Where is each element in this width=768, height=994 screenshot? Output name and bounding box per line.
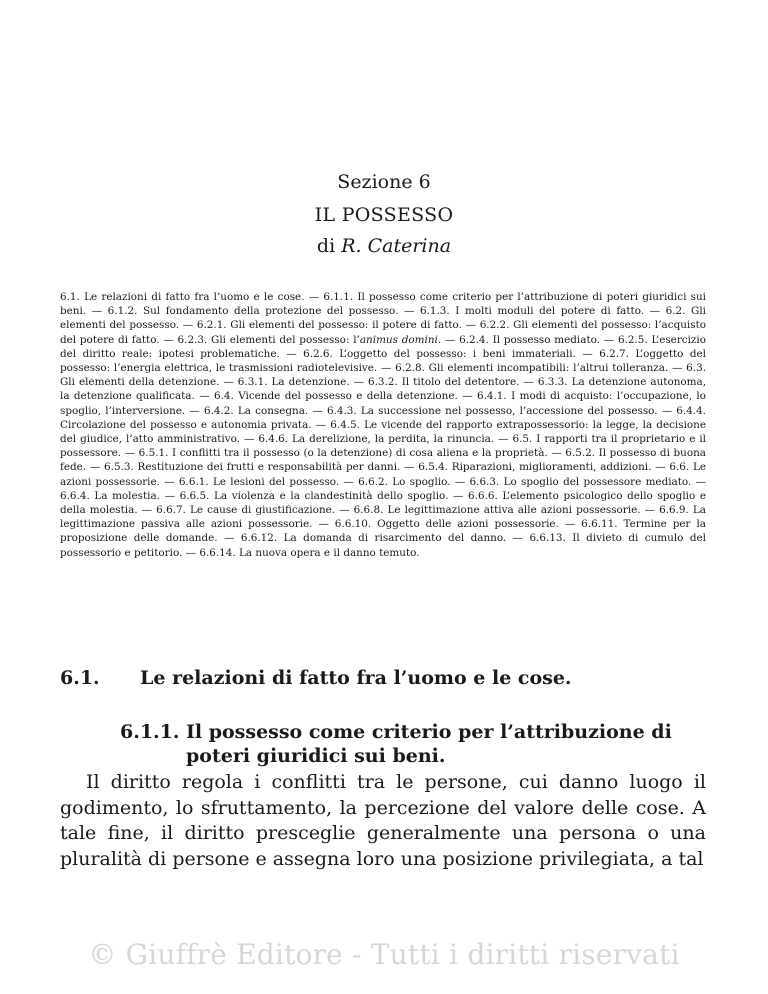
author-prefix: di xyxy=(316,235,336,257)
heading-1-number: 6.1. xyxy=(60,667,100,689)
heading-1-text: Le relazioni di fatto fra l’uomo e le cose. xyxy=(140,667,572,689)
section-author-line xyxy=(0,232,768,261)
heading-level-1 xyxy=(60,666,706,690)
heading-2-number: 6.1.1. xyxy=(120,721,180,743)
author-name: R. Caterina xyxy=(341,235,452,257)
body-paragraph: Il diritto regola i conflitti tra le persone, cui danno luogo il godimento, lo sfruttamento, la percezione del valore delle cose. A tale fine, il diritto presceglie generalmente una persona o una pluralità di persone e assegna loro una posizione privilegiata, a tal xyxy=(60,771,706,870)
summary-text-part-2: . — 6.2.4. Il possesso mediato. — 6.2.5. L’esercizio del diritto reale: ipotesi problematiche. — 6.2.6. L’oggetto del possesso: i beni immateriali. — 6.2.7. L’oggetto del possesso: l’energia elettrica, le trasmissioni radiotelevisive. — 6.2.8. Gli elementi incompatibili: l’altrui tolleranza. — 6.3. Gli elementi della detenzione. — 6.3.1. La detenzione. — 6.3.2. Il titolo del detentore. — 6.3.3. La detenzione autonoma, la detenzione qualificata. — 6.4. Vicende del possesso e della detenzione. — 6.4.1. I modi di acquisto: l’occupazione, lo spoglio, l’interversione. — 6.4.2. La consegna. — 6.4.3. La successione nel possesso, l’accessione del possesso. — 6.4.4. Circolazione del possesso e autonomia privata. — 6.4.5. Le vicende del rapporto extrapossessorio: la legge, la decisione del giudice, l’atto amministrativo. — 6.4.6. La derelizione, la perdita, la rinuncia. — 6.5. I rapporti tra il proprietario e il possessore. — 6.5.1. I conflitti tra il possesso (o la detenzione) di cosa aliena e la proprietà. — 6.5.2. Il possesso di buona fede. — 6.5.3. Restituzione dei frutti e responsabilità per danni. — 6.5.4. Riparazioni, miglioramenti, addizioni. — 6.6. Le azioni possessorie. — 6.6.1. Le lesioni del possesso. — 6.6.2. Lo spoglio. — 6.6.3. Lo spoglio del possessore mediato. — 6.6.4. La molestia. — 6.6.5. La violenza e la clandestinità dello spoglio. — 6.6.6. L’elemento psicologico dello spoglio e della molestia. — 6.6.7. Le cause di giustificazione. — 6.6.8. Le legittimazione attiva alle azioni possessorie. — 6.6.9. La legittimazione passiva alle azioni possessorie. — 6.6.10. Oggetto delle azioni possessorie. — 6.6.11. Termine per la proposizione delle domande. — 6.6.12. La domanda di risarcimento del danno. — 6.6.13. Il divieto di cumulo del possessorio e petitorio. — 6.6.14. La nuova opera e il danno temuto. xyxy=(60,333,706,559)
summary-text-part-1: 6.1. Le relazioni di fatto fra l’uomo e le cose. — 6.1.1. Il possesso come criterio per l’attribuzione di poteri giuridici sui beni. — 6.1.2. Sul fondamento della protezione del possesso. — 6.1.3. I molti moduli del potere di fatto. — 6.2. Gli elementi del possesso. — 6.2.1. Gli elementi del possesso: il potere di fatto. — 6.2.2. Gli elementi del possesso: l’acquisto del potere di fatto. — 6.2.3. Gli elementi del possesso: l’ xyxy=(60,291,706,346)
heading-level-2 xyxy=(120,720,720,768)
summary-italic-term: animus domini xyxy=(359,333,438,346)
section-summary xyxy=(60,290,706,560)
section-label: Sezione 6 xyxy=(337,171,431,193)
section-title: IL POSSESSO xyxy=(314,204,454,226)
copyright-watermark: © Giuffrè Editore - Tutti i diritti riservati xyxy=(88,938,680,971)
heading-2-text: Il possesso come criterio per l’attribuzione di poteri giuridici sui beni. xyxy=(186,721,672,767)
